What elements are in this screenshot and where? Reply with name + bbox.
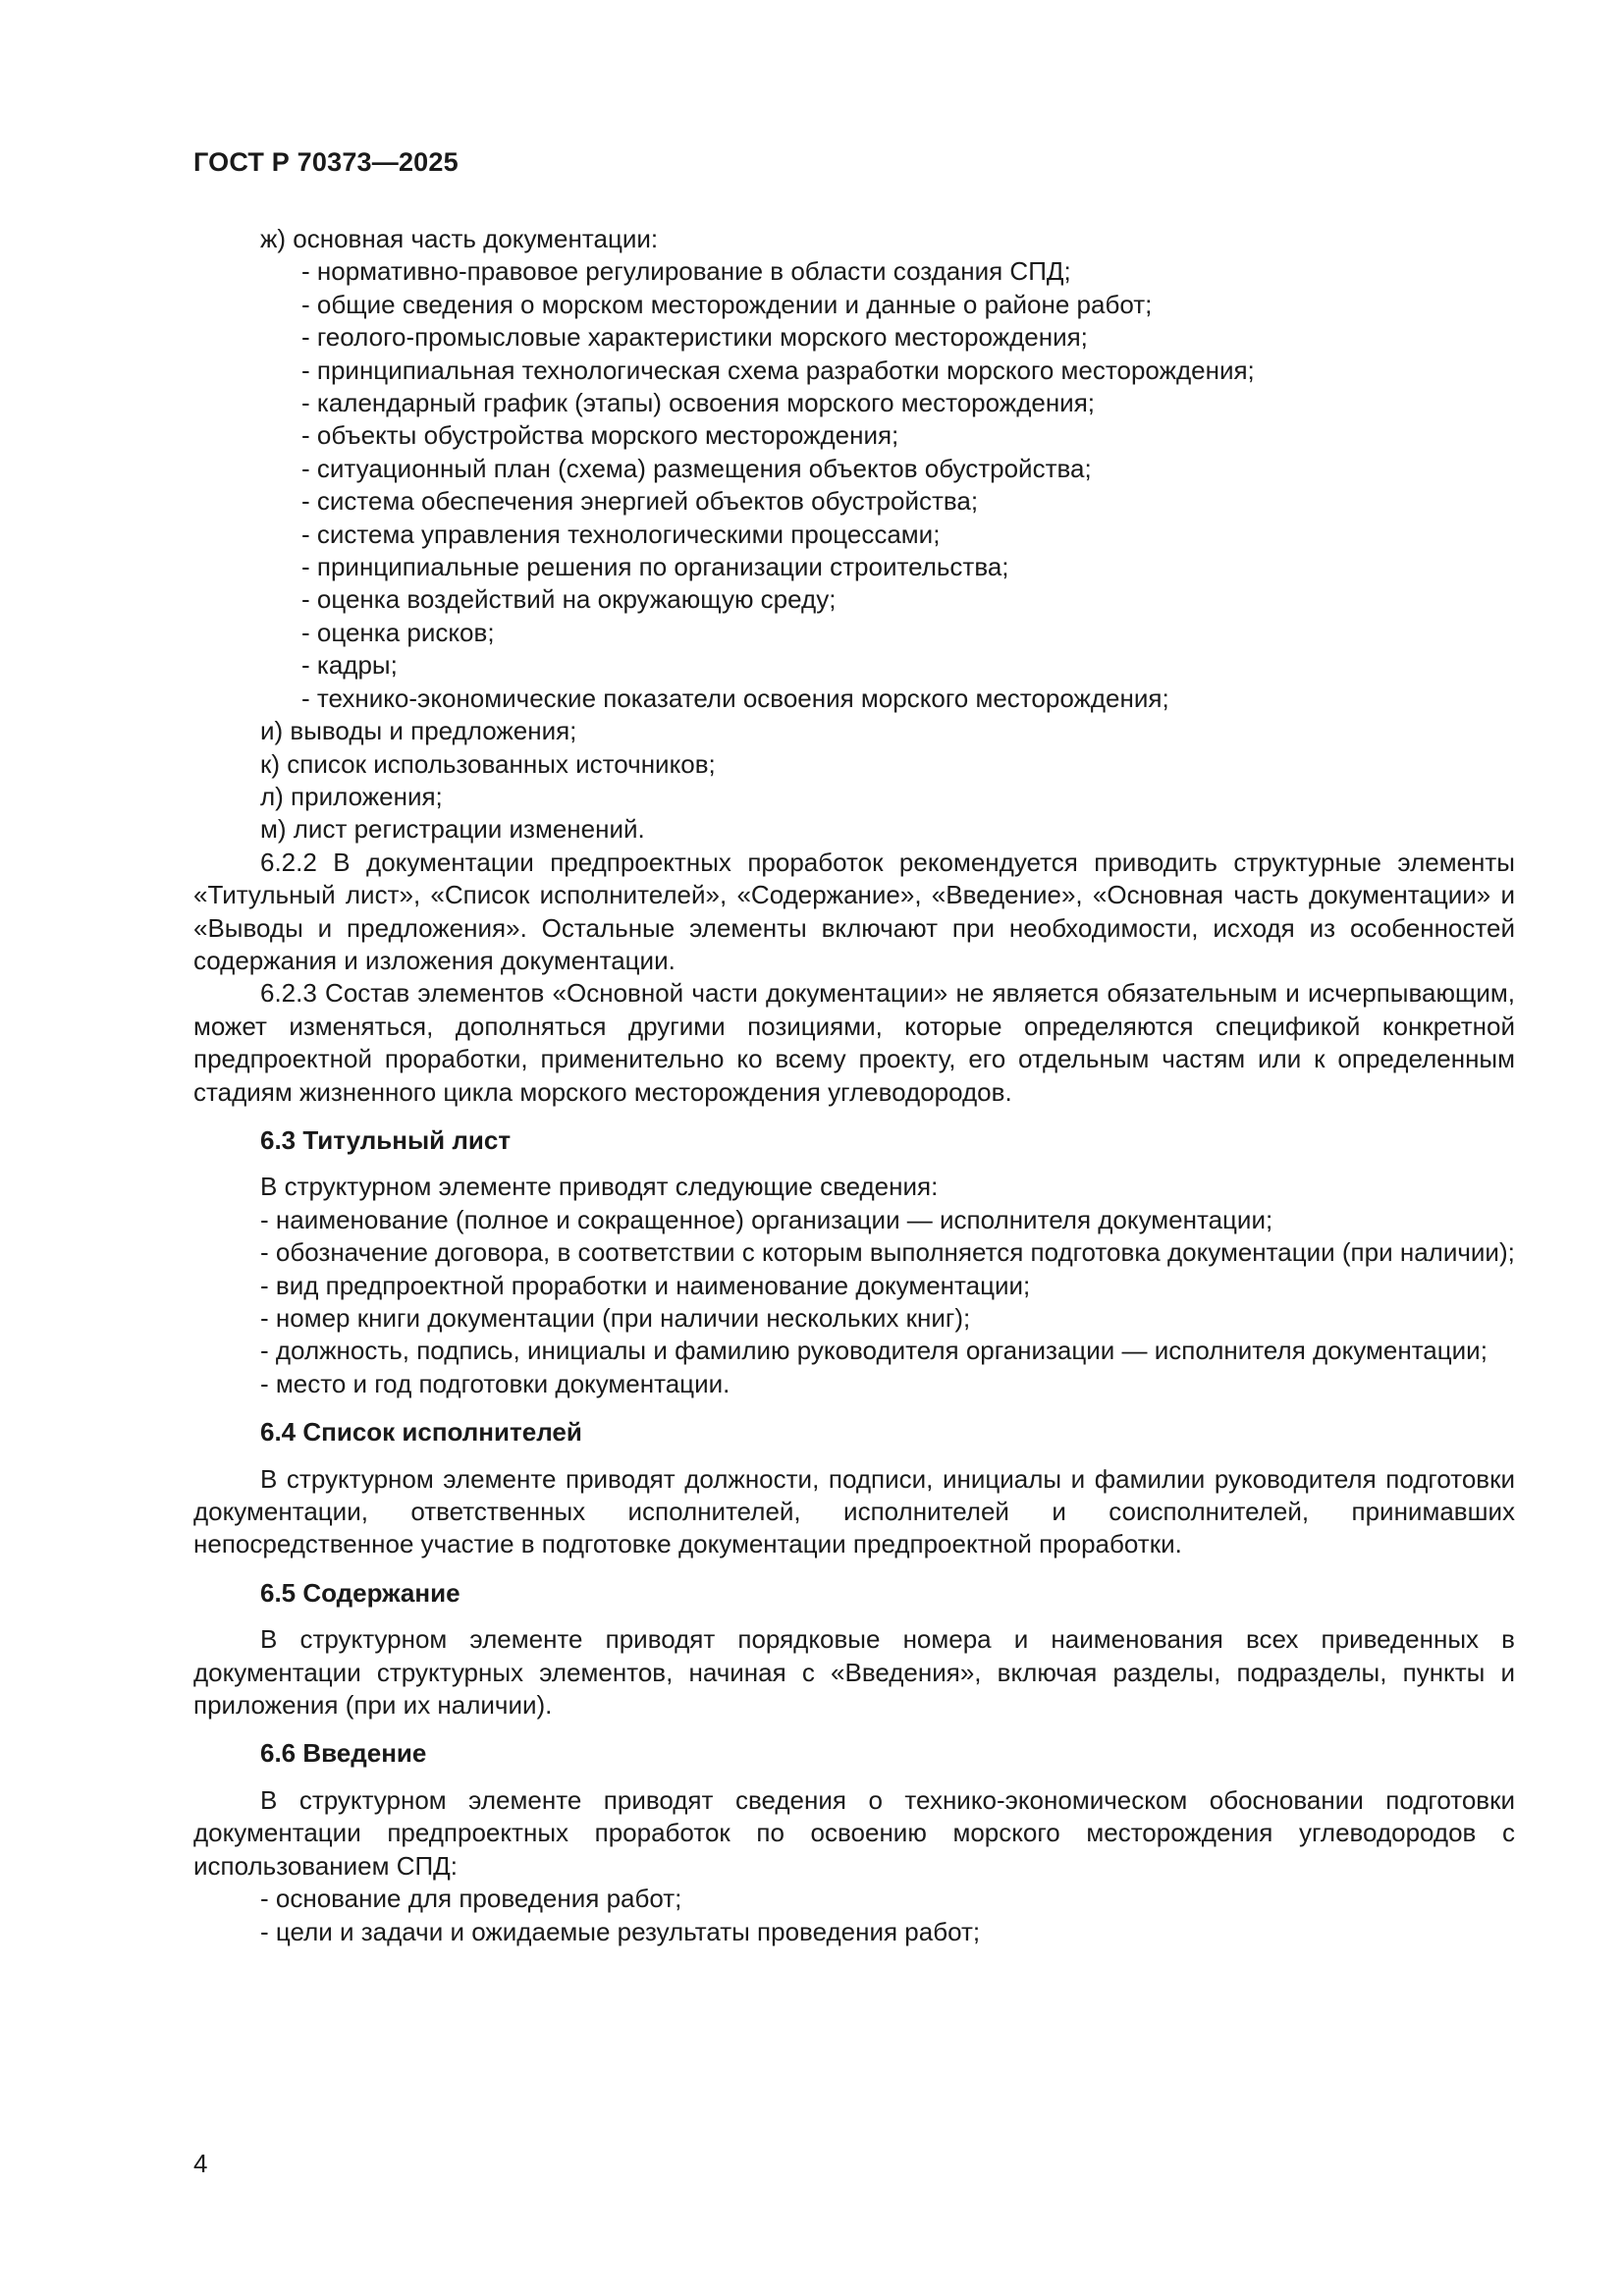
dash-list-item: - номер книги документации (при наличии нескольких книг);	[260, 1303, 971, 1333]
sub-list-item: - принципиальная технологическая схема разработки морского месторождения;	[301, 355, 1255, 385]
section-6-4-text: В структурном элементе приводят должности, подписи, инициалы и фамилии руководителя подготовки документации, ответственных исполнителей, исполнителей и соисполнителей, принимавших непосредственное участие в подготовке документации предпроектной проработки.	[193, 1463, 1515, 1559]
section-heading-6-4: 6.4 Список исполнителей	[260, 1417, 582, 1448]
sub-list-item: - календарный график (этапы) освоения морского месторождения;	[301, 388, 1096, 418]
sub-list-item: - принципиальные решения по организации строительства;	[301, 552, 1009, 582]
list-item-i: и) выводы и предложения;	[260, 716, 577, 746]
sub-list-item: - технико-экономические показатели освоения морского месторождения;	[301, 683, 1169, 713]
dash-list-item: - цели и задачи и ожидаемые результаты проведения работ;	[260, 1916, 981, 1946]
dash-list-item: - место и год подготовки документации.	[260, 1368, 730, 1398]
list-item-l: л) приложения;	[260, 781, 443, 811]
paragraph-6-2-3: 6.2.3 Состав элементов «Основной части документации» не является обязательным и исчерпывающим, может изменяться, дополняться другими позициями, которые определяются спецификой конкретной предпроектной проработки, применительно ко всему проекту, его отдельным частям или к определенным стадиям жизненного цикла морского месторождения углеводородов.	[193, 978, 1515, 1107]
list-item-zh: ж) основная часть документации:	[260, 224, 659, 253]
dash-list-item: - вид предпроектной проработки и наименование документации;	[260, 1270, 1031, 1300]
sub-list-item: - общие сведения о морском месторождении и данные о районе работ;	[301, 289, 1153, 319]
sub-list-item: - геолого-промысловые характеристики морского месторождения;	[301, 322, 1088, 353]
section-heading-6-6: 6.6 Введение	[260, 1738, 427, 1769]
dash-list-item: - наименование (полное и сокращенное) организации — исполнителя документации;	[260, 1204, 1273, 1234]
document-header: ГОСТ Р 70373—2025	[193, 147, 459, 177]
section-heading-6-5: 6.5 Содержание	[260, 1577, 460, 1608]
sub-list-item: - ситуационный план (схема) размещения объектов обустройства;	[301, 453, 1092, 483]
sub-list-item: - оценка рисков;	[301, 617, 495, 647]
sub-list-item: - кадры;	[301, 650, 398, 681]
section-6-5-text: В структурном элементе приводят порядковые номера и наименования всех приведенных в документации структурных элементов, начиная с «Введения», включая разделы, подразделы, пункты и приложения (при их наличии).	[193, 1624, 1515, 1721]
list-item-m: м) лист регистрации изменений.	[260, 814, 645, 845]
paragraph-6-2-2: 6.2.2 В документации предпроектных проработок рекомендуется приводить структурные элементы «Титульный лист», «Список исполнителей», «Содержание», «Введение», «Основная часть документации» и «Выводы и предложения». Остальные элементы включают при необходимости, исходя из особенностей содержания и изложения документации.	[193, 847, 1515, 975]
list-item-k: к) список использованных источников;	[260, 748, 716, 779]
dash-list-item: - обозначение договора, в соответствии с которым выполняется подготовка документации (при наличии);	[260, 1237, 1515, 1268]
section-6-3-intro: В структурном элементе приводят следующие сведения:	[260, 1172, 939, 1202]
page-number: 4	[193, 2149, 208, 2178]
sub-list-item: - оценка воздействий на окружающую среду;	[301, 584, 837, 615]
section-heading-6-3: 6.3 Титульный лист	[260, 1124, 512, 1155]
sub-list-item: - объекты обустройства морского месторождения;	[301, 420, 899, 451]
dash-list-item: - основание для проведения работ;	[260, 1884, 682, 1914]
sub-list-item: - система управления технологическими процессами;	[301, 519, 941, 549]
sub-list-item: - система обеспечения энергией объектов обустройства;	[301, 486, 979, 517]
document-body	[193, 223, 1515, 1948]
dash-list-item: - должность, подпись, инициалы и фамилию руководителя организации — исполнителя документации;	[260, 1336, 1488, 1366]
sub-list-item: - нормативно-правовое регулирование в области создания СПД;	[301, 256, 1071, 287]
section-6-6-text: В структурном элементе приводят сведения о технико-экономическом обосновании подготовки документации предпроектных проработок по освоению морского месторождения углеводородов с использованием СПД:	[193, 1784, 1515, 1881]
